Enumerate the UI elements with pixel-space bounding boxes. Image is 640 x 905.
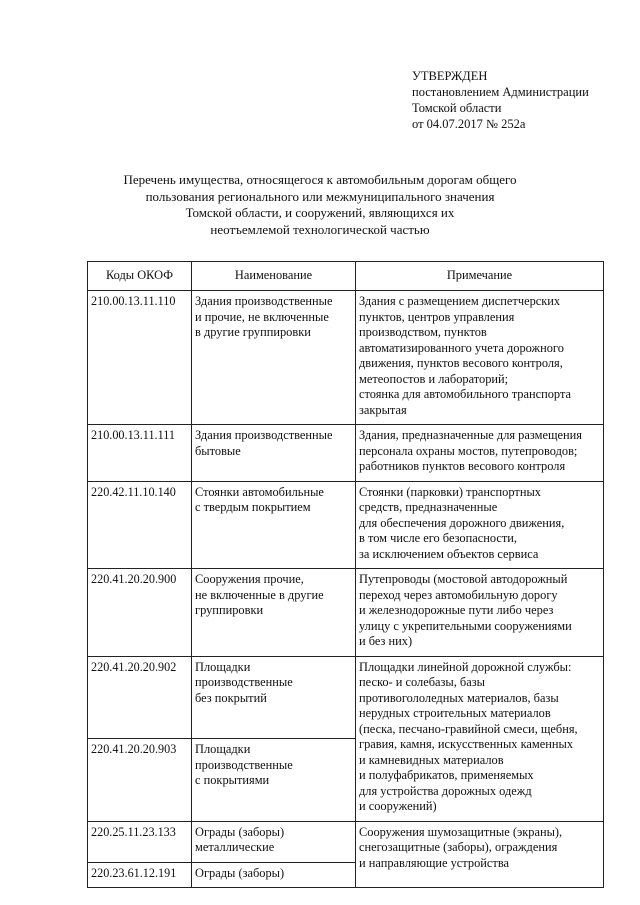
approval-block [412,68,589,132]
text-line: закрытая [359,402,407,417]
item-name [192,862,356,888]
header-note: Примечание [356,262,604,291]
text-line: производством, пунктов [359,325,487,339]
text-line: производственные [195,675,293,689]
text-line: Ограды (заборы) [195,824,285,839]
text-line: Здания, предназначенные для размещения [359,428,582,442]
text-line: металлические [195,840,275,854]
okof-code: 210.00.13.11.111 [88,425,192,482]
text-line: гравия, камня, искусственных каменных [359,737,574,751]
text-line: Площадки линейной дорожной службы: [359,659,572,674]
property-table [87,261,604,888]
table-row [88,425,604,482]
table-header-row [88,262,604,291]
header-name: Наименование [192,262,356,291]
item-name [192,291,356,425]
text-line: за исключением объектов сервиса [359,546,539,561]
approval-line: УТВЕРЖДЕН [412,69,488,83]
okof-code: 220.23.61.12.191 [88,862,192,888]
okof-code: 210.00.13.11.110 [88,291,192,425]
okof-code: 220.41.20.20.902 [88,656,192,739]
text-line: средств, предназначенные [359,500,498,514]
table-row [88,569,604,657]
item-name [192,739,356,822]
text-line: в другие группировки [195,325,311,339]
title-line: пользования регионального или межмуниципального значения [145,188,495,204]
text-line: для обеспечения дорожного движения, [359,515,565,530]
title-line: Перечень имущества, относящегося к автомобильным дорогам общего [123,172,517,187]
text-line: и полуфабрикатов, применяемых [359,768,534,782]
table-row [88,656,604,739]
text-line: и прочие, не включенные [195,309,329,324]
text-line: Стоянки автомобильные [195,484,324,499]
text-line: стоянка для автомобильного транспорта [359,387,572,401]
text-line: (песка, песчано-гравийной смеси, щебня, [359,721,578,736]
title-line: неотъемлемой технологической частью [210,221,430,237]
text-line: Здания с размещением диспетчерских [359,294,561,308]
item-note [356,821,604,888]
table-row [88,481,604,569]
text-line: Сооружения прочие, [195,572,304,586]
approval-line: постановлением Администрации [412,85,589,99]
item-name [192,481,356,569]
text-line: с твердым покрытием [195,500,311,514]
text-line: персонала охраны мостов, путепроводов; [359,443,578,458]
item-name [192,656,356,739]
text-line: метеопостов и лабораторий; [359,371,509,386]
okof-code: 220.41.20.20.903 [88,739,192,822]
okof-code: 220.41.20.20.900 [88,569,192,657]
item-note [356,656,604,821]
item-note [356,425,604,482]
text-line: группировки [195,603,264,617]
approval-line: от 04.07.2017 № 252а [412,117,526,131]
table-row [88,821,604,862]
text-line: улицу с укрепительными сооружениями [359,618,572,633]
item-name [192,821,356,862]
text-line: и железнодорожные пути либо через [359,603,554,617]
item-note [356,569,604,657]
text-line: Ограды (заборы) [195,865,285,880]
item-name [192,425,356,482]
text-line: Стоянки (парковки) транспортных [359,484,541,499]
text-line: производственные [195,757,293,772]
text-line: и камневидных материалов [359,752,504,767]
text-line: и направляющие устройства [359,855,510,870]
text-line: пунктов, центров управления [359,309,515,324]
text-line: Сооружения шумозащитные (экраны), [359,824,563,839]
text-line: без покрытий [195,690,267,705]
text-line: движения, пунктов весового контроля, [359,356,563,370]
text-line: нерудных строительных материалов [359,706,551,720]
document-title [60,172,580,238]
text-line: автоматизированного учета дорожного [359,340,564,355]
text-line: не включенные в другие [195,587,324,602]
text-line: Путепроводы (мостовой автодорожный [359,572,568,586]
title-line: Томской области, и сооружений, являющихся их [185,205,455,220]
item-name [192,569,356,657]
okof-code: 220.42.11.10.140 [88,481,192,569]
text-line: песко- и солебазы, базы [359,675,485,689]
item-note [356,291,604,425]
text-line: снегозащитные (заборы), ограждения [359,840,558,854]
text-line: Здания производственные [195,428,333,442]
text-line: для устройства дорожных одежд [359,783,532,798]
header-okof-codes: Коды ОКОФ [88,262,192,291]
text-line: и сооружений) [359,799,437,813]
text-line: Здания производственные [195,294,333,308]
table-row [88,291,604,425]
text-line: Площадки [195,659,251,674]
text-line: Площадки [195,742,251,756]
text-line: бытовые [195,443,241,458]
text-line: работников пунктов весового контроля [359,459,566,473]
text-line: и без них) [359,634,413,648]
text-line: переход через автомобильную дорогу [359,587,558,602]
approval-line: Томской области [412,101,502,115]
okof-code: 220.25.11.23.133 [88,821,192,862]
text-line: противогололедных материалов, базы [359,690,559,705]
text-line: в том числе его безопасности, [359,531,518,545]
text-line: с покрытиями [195,773,270,787]
item-note [356,481,604,569]
